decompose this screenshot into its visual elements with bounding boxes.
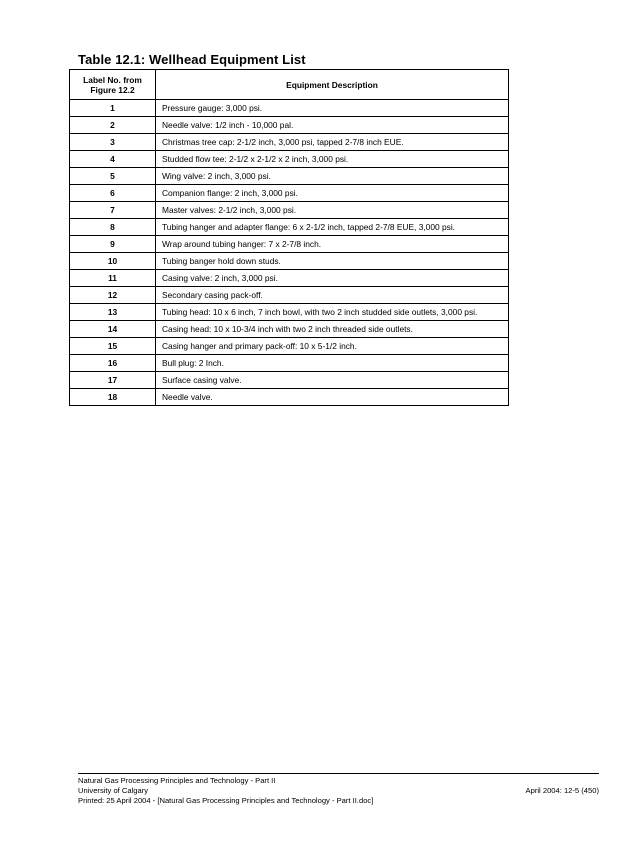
table-row — [70, 372, 509, 389]
table-header-row — [70, 70, 509, 100]
row-equipment-description: Tubing banger hold down studs. — [156, 253, 509, 270]
row-equipment-description: Casing valve: 2 inch, 3,000 psi. — [156, 270, 509, 287]
table-row — [70, 185, 509, 202]
row-equipment-description: Master valves: 2-1/2 inch, 3,000 psi. — [156, 202, 509, 219]
row-equipment-description: Christmas tree cap: 2-1/2 inch, 3,000 psi, tapped 2-7/8 inch EUE. — [156, 134, 509, 151]
table-row — [70, 117, 509, 134]
row-equipment-description: Tubing hanger and adapter flange: 6 x 2-1/2 inch, tapped 2-7/8 EUE, 3,000 psi. — [156, 219, 509, 236]
page-footer — [78, 776, 599, 806]
table-row — [70, 287, 509, 304]
table-row — [70, 389, 509, 406]
row-equipment-description: Wrap around tubing hanger: 7 x 2-7/8 inch. — [156, 236, 509, 253]
table-row — [70, 270, 509, 287]
row-label-number: 4 — [70, 151, 156, 168]
row-label-number: 3 — [70, 134, 156, 151]
row-equipment-description: Pressure gauge: 3,000 psi. — [156, 100, 509, 117]
table-row — [70, 338, 509, 355]
row-label-number: 8 — [70, 219, 156, 236]
row-label-number: 14 — [70, 321, 156, 338]
row-equipment-description: Casing hanger and primary pack-off: 10 x 5-1/2 inch. — [156, 338, 509, 355]
equipment-table — [69, 69, 509, 406]
table-row — [70, 304, 509, 321]
table-body — [70, 100, 509, 406]
footer-print-info: Printed: 25 April 2004 - [Natural Gas Processing Principles and Technology - Part II.doc] — [78, 796, 374, 805]
footer-page-reference: April 2004: 12-5 (450) — [525, 786, 599, 795]
table-row — [70, 202, 509, 219]
header-label-number: Label No. from Figure 12.2 — [70, 70, 156, 100]
row-label-number: 6 — [70, 185, 156, 202]
table-row — [70, 100, 509, 117]
row-label-number: 16 — [70, 355, 156, 372]
row-label-number: 11 — [70, 270, 156, 287]
header-equipment-description: Equipment Description — [156, 70, 509, 100]
table-row — [70, 134, 509, 151]
row-label-number: 13 — [70, 304, 156, 321]
row-equipment-description: Needle valve: 1/2 inch - 10,000 pal. — [156, 117, 509, 134]
row-label-number: 15 — [70, 338, 156, 355]
table-row — [70, 219, 509, 236]
row-equipment-description: Surface casing valve. — [156, 372, 509, 389]
row-equipment-description: Bull plug: 2 Inch. — [156, 355, 509, 372]
row-label-number: 2 — [70, 117, 156, 134]
row-label-number: 5 — [70, 168, 156, 185]
row-equipment-description: Needle valve. — [156, 389, 509, 406]
footer-divider — [78, 773, 599, 774]
table-row — [70, 236, 509, 253]
row-label-number: 1 — [70, 100, 156, 117]
footer-course-title: Natural Gas Processing Principles and Technology - Part II — [78, 776, 276, 785]
row-label-number: 9 — [70, 236, 156, 253]
table-row — [70, 168, 509, 185]
row-label-number: 7 — [70, 202, 156, 219]
table-row — [70, 321, 509, 338]
row-label-number: 10 — [70, 253, 156, 270]
row-label-number: 12 — [70, 287, 156, 304]
table-title: Table 12.1: Wellhead Equipment List — [78, 52, 306, 67]
row-equipment-description: Casing head: 10 x 10-3/4 inch with two 2 inch threaded side outlets. — [156, 321, 509, 338]
table-row — [70, 355, 509, 372]
table-row — [70, 151, 509, 168]
row-equipment-description: Secondary casing pack-off. — [156, 287, 509, 304]
footer-institution: University of Calgary — [78, 786, 149, 795]
row-label-number: 17 — [70, 372, 156, 389]
table-row — [70, 253, 509, 270]
row-equipment-description: Companion flange: 2 inch, 3,000 psi. — [156, 185, 509, 202]
row-equipment-description: Tubing head: 10 x 6 inch, 7 inch bowl, with two 2 inch studded side outlets, 3,000 psi. — [156, 304, 509, 321]
row-equipment-description: Wing valve: 2 inch, 3,000 psi. — [156, 168, 509, 185]
row-label-number: 18 — [70, 389, 156, 406]
row-equipment-description: Studded flow tee: 2-1/2 x 2-1/2 x 2 inch, 3,000 psi. — [156, 151, 509, 168]
